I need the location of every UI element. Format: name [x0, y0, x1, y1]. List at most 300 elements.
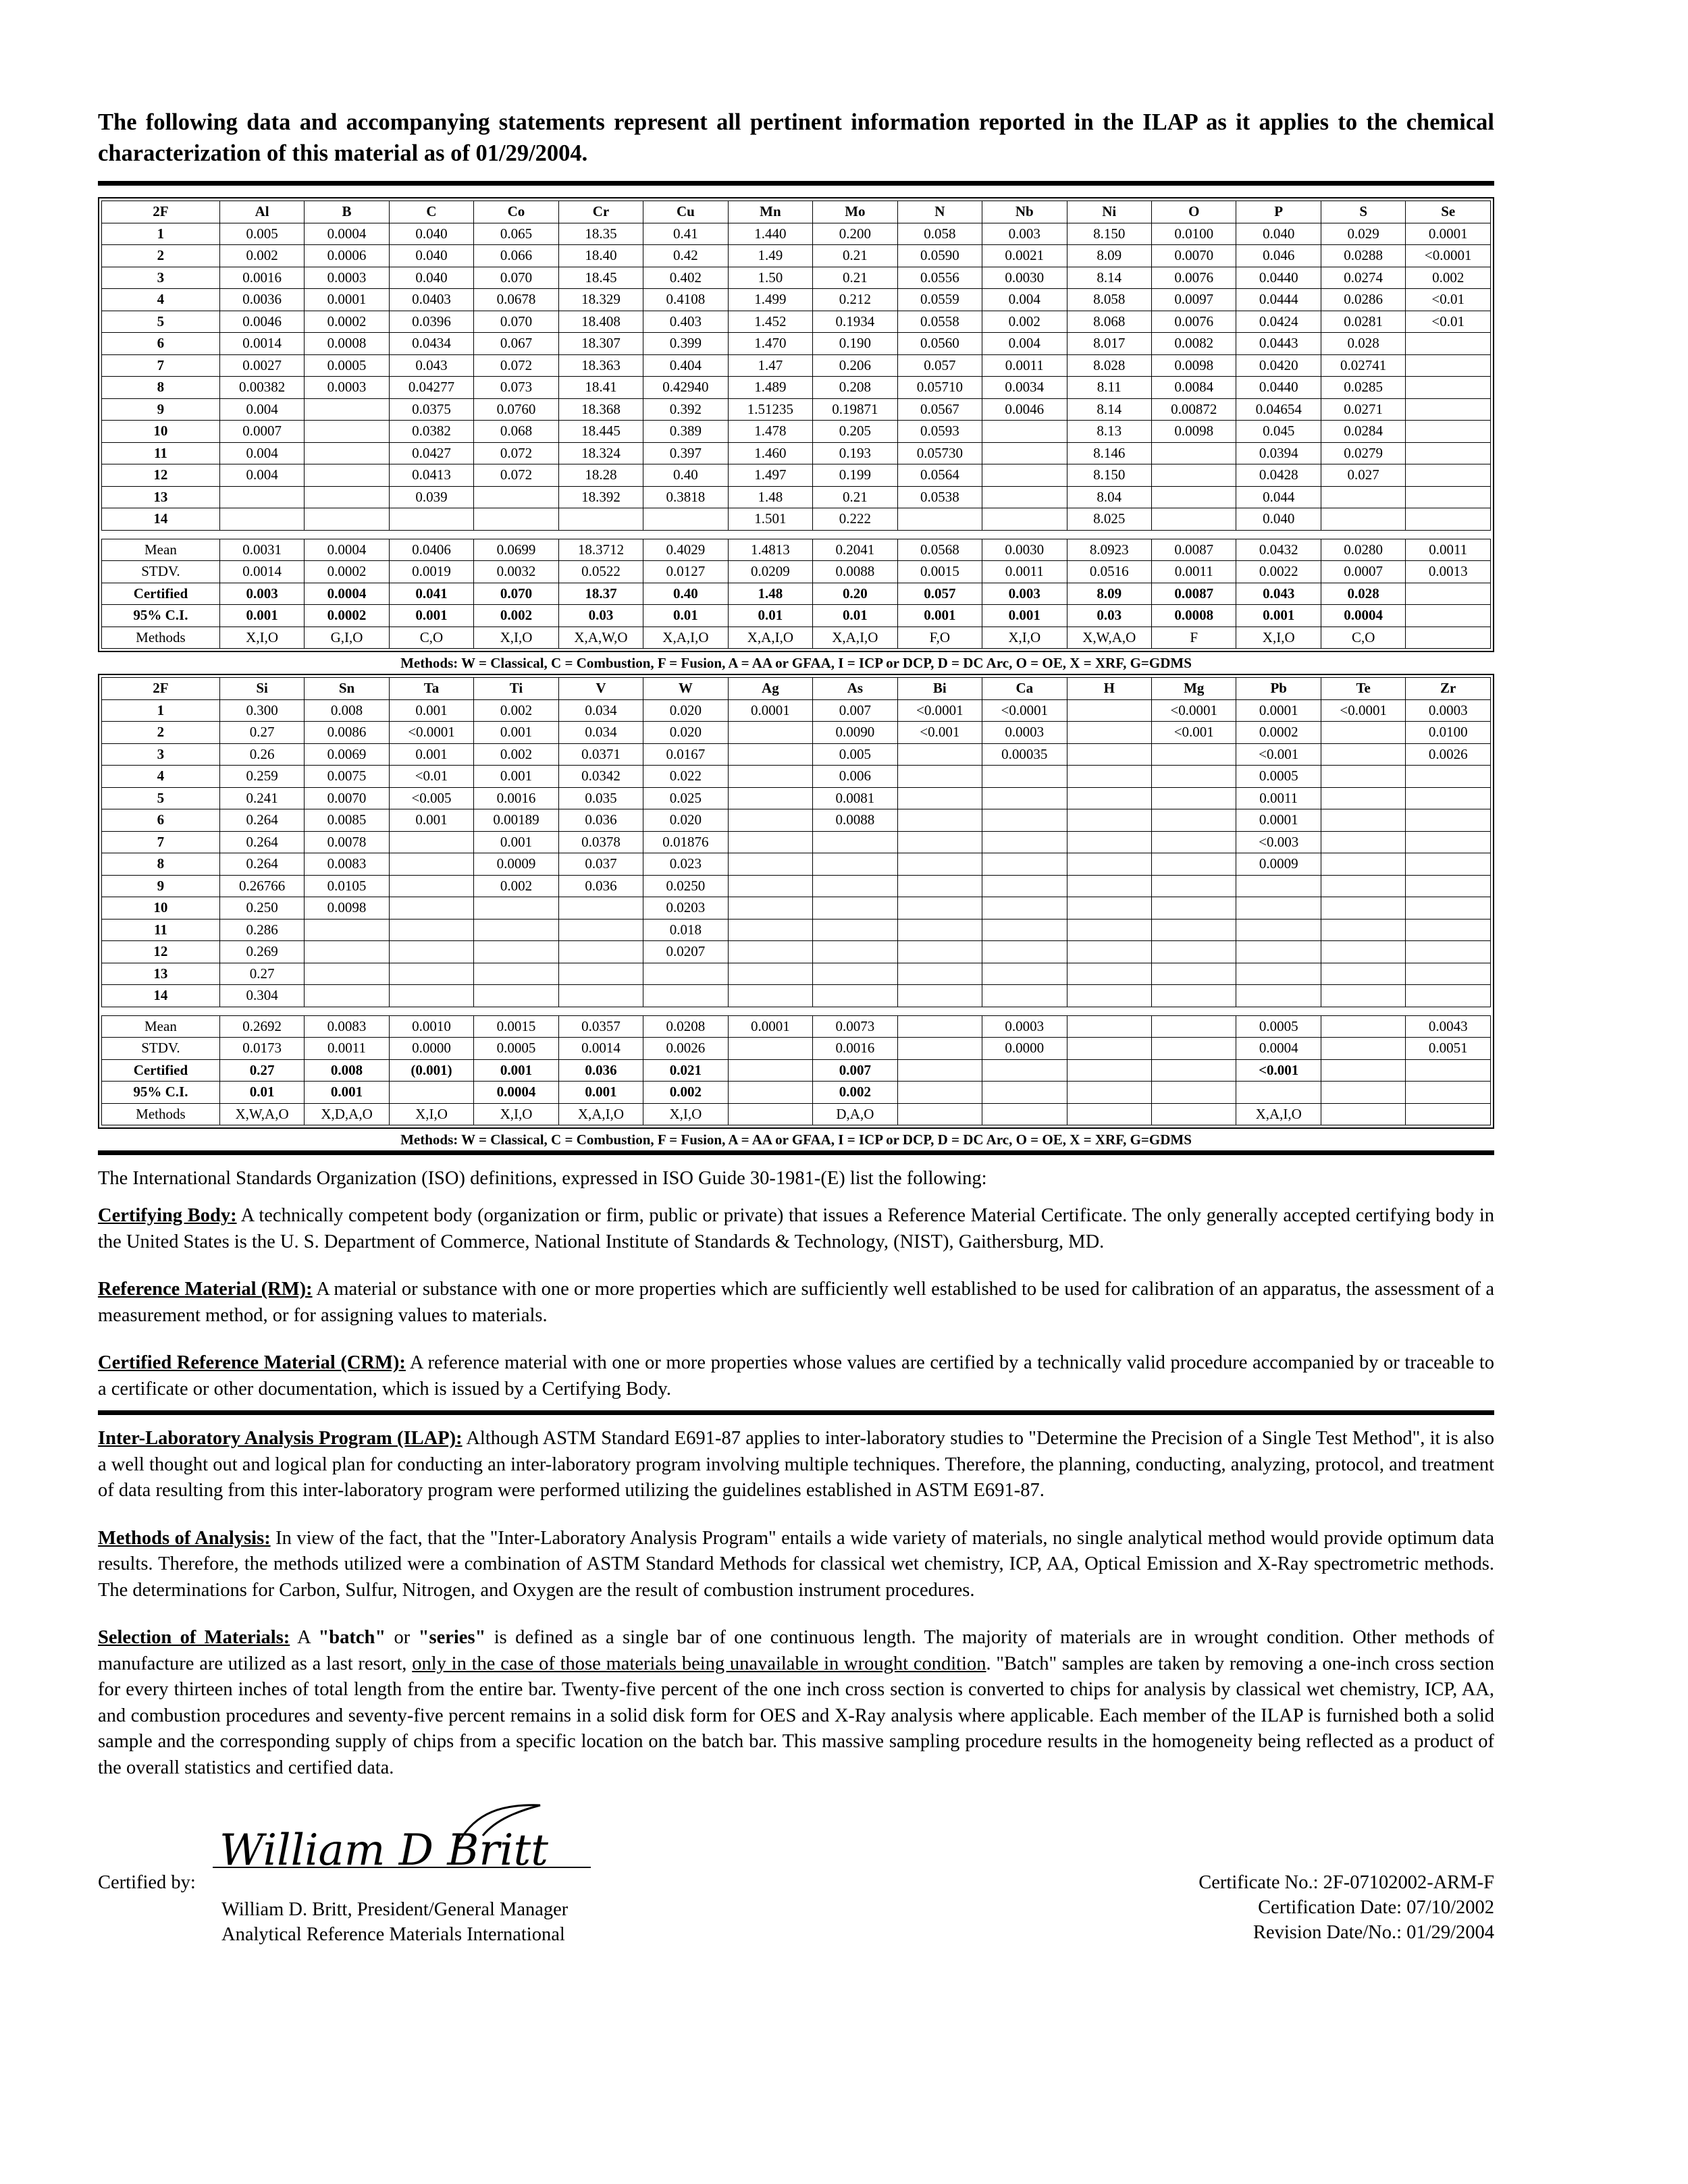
row-number: 3 — [102, 267, 220, 289]
row-number: 14 — [102, 508, 220, 531]
table-cell — [1406, 508, 1491, 531]
table-cell: 0.27 — [219, 722, 304, 744]
table-cell: 0.0004 — [305, 223, 389, 245]
table-cell: 0.0538 — [897, 486, 982, 508]
table-cell — [389, 853, 473, 876]
table-cell: 0.0567 — [897, 398, 982, 421]
stats-cell: X,I,O — [219, 627, 304, 649]
table-cell: 1.49 — [728, 245, 812, 267]
definition-text: A material or substance with one or more properties which are sufficiently well established to be used for calibration of an apparatus, the assessment of a measurement method, or for assigning values to materials. — [98, 1279, 1494, 1326]
stats-cell: 0.0013 — [1406, 561, 1491, 583]
stats-row — [102, 583, 1491, 605]
table-cell: 0.002 — [219, 245, 304, 267]
table-cell: 0.21 — [813, 245, 897, 267]
row-number: 6 — [102, 809, 220, 832]
table-cell — [558, 508, 643, 531]
table-cell — [1152, 919, 1236, 941]
table-cell: 0.005 — [813, 743, 897, 766]
table-cell: 0.208 — [813, 377, 897, 399]
definition-text: A reference material with one or more properties whose values are certified by a technically valid procedure accompanied by or traceable to a certificate or other documentation, which is issued by a Certifying Body. — [98, 1352, 1494, 1400]
table-cell: 0.05730 — [897, 442, 982, 464]
table-cell: 0.0046 — [982, 398, 1067, 421]
table-cell: 18.445 — [558, 421, 643, 443]
signature-script: William D Britt — [219, 1826, 548, 1873]
table-cell: 0.0016 — [474, 787, 558, 809]
table-cell: 8.017 — [1067, 333, 1151, 355]
stats-cell: 0.0011 — [1406, 539, 1491, 561]
table-cell: 1.440 — [728, 223, 812, 245]
stats-cell: X,W,A,O — [219, 1103, 304, 1125]
stats-cell: 0.03 — [1067, 605, 1151, 627]
table-cell — [1321, 853, 1405, 876]
table-cell: 0.0009 — [474, 853, 558, 876]
signatory-org: Analytical Reference Materials International — [221, 1924, 565, 1945]
table-cell — [389, 897, 473, 920]
table-cell: 0.058 — [897, 223, 982, 245]
stats-cell: 0.0002 — [305, 561, 389, 583]
definition-term: Reference Material (RM): — [98, 1279, 313, 1300]
table-cell — [305, 919, 389, 941]
stats-cell: 1.48 — [728, 583, 812, 605]
stats-label: Mean — [102, 1015, 220, 1038]
table-cell: 0.0427 — [389, 442, 473, 464]
row-number: 13 — [102, 486, 220, 508]
table-cell: 0.007 — [813, 699, 897, 722]
stats-row — [102, 1059, 1491, 1082]
stats-cell: 0.036 — [558, 1059, 643, 1082]
table-cell: 0.02741 — [1321, 354, 1405, 377]
table-cell — [1067, 722, 1151, 744]
stats-cell — [897, 1015, 982, 1038]
table-row — [102, 333, 1491, 355]
table-cell: 0.403 — [643, 311, 728, 333]
table-cell — [305, 464, 389, 487]
stats-cell — [1321, 1015, 1405, 1038]
table-cell: 0.0593 — [897, 421, 982, 443]
table-cell — [1067, 875, 1151, 897]
stats-cell — [1321, 1103, 1405, 1125]
stats-cell: 0.03 — [558, 605, 643, 627]
table-cell: 0.0016 — [219, 267, 304, 289]
row-number: 9 — [102, 875, 220, 897]
row-number: 6 — [102, 333, 220, 355]
table-cell: 0.0070 — [305, 787, 389, 809]
table-cell — [1152, 853, 1236, 876]
table-cell: 0.003 — [982, 223, 1067, 245]
table-cell — [1152, 985, 1236, 1007]
table-cell — [558, 963, 643, 985]
table-cell: 0.0285 — [1321, 377, 1405, 399]
stats-cell — [1067, 1038, 1151, 1060]
table-cell: 0.404 — [643, 354, 728, 377]
stats-row — [102, 1038, 1491, 1060]
table-cell: 0.241 — [219, 787, 304, 809]
table-cell — [982, 787, 1067, 809]
stats-cell — [728, 1082, 812, 1104]
stats-cell: (0.001) — [389, 1059, 473, 1082]
stats-label: STDV. — [102, 561, 220, 583]
table-cell — [813, 853, 897, 876]
table-cell — [305, 963, 389, 985]
table-cell — [982, 919, 1067, 941]
table-cell — [1406, 354, 1491, 377]
table-cell: 0.0378 — [558, 831, 643, 853]
stats-cell: 0.4029 — [643, 539, 728, 561]
table-cell: 0.0558 — [897, 311, 982, 333]
table-cell: 0.0076 — [1152, 311, 1236, 333]
table-cell: 0.01876 — [643, 831, 728, 853]
stats-row — [102, 627, 1491, 649]
table-cell: 0.002 — [474, 875, 558, 897]
column-header: Bi — [897, 678, 982, 700]
table-cell — [982, 421, 1067, 443]
table-cell — [1321, 787, 1405, 809]
row-number: 8 — [102, 853, 220, 876]
table-cell — [1406, 941, 1491, 963]
stats-cell — [1406, 1103, 1491, 1125]
table-cell — [1321, 809, 1405, 832]
table-cell — [897, 875, 982, 897]
stats-cell: 0.01 — [728, 605, 812, 627]
stats-cell — [1152, 1059, 1236, 1082]
table-cell: <0.001 — [1152, 722, 1236, 744]
table-cell — [1406, 897, 1491, 920]
table-cell: 0.0034 — [982, 377, 1067, 399]
table-cell: 0.26 — [219, 743, 304, 766]
table-cell: 1.452 — [728, 311, 812, 333]
stats-cell: 0.007 — [813, 1059, 897, 1082]
table-cell: 0.073 — [474, 377, 558, 399]
table-cell: 0.04654 — [1236, 398, 1321, 421]
table-cell: <0.005 — [389, 787, 473, 809]
table-row — [102, 267, 1491, 289]
table-cell: 0.067 — [474, 333, 558, 355]
stats-cell: C,O — [1321, 627, 1405, 649]
table-cell: 0.05710 — [897, 377, 982, 399]
table-cell: 0.27 — [219, 963, 304, 985]
stats-cell: 0.0008 — [1152, 605, 1236, 627]
table-cell — [1152, 743, 1236, 766]
table-row — [102, 809, 1491, 832]
table-cell — [813, 985, 897, 1007]
stats-label: Certified — [102, 1059, 220, 1082]
table-cell — [389, 963, 473, 985]
stats-cell: 0.01 — [813, 605, 897, 627]
stats-label: Certified — [102, 583, 220, 605]
table-cell — [1067, 809, 1151, 832]
table-cell: 0.389 — [643, 421, 728, 443]
table-cell: 0.0046 — [219, 311, 304, 333]
table-cell: 0.397 — [643, 442, 728, 464]
table-cell — [897, 809, 982, 832]
column-header: Se — [1406, 201, 1491, 223]
stats-cell: 0.003 — [982, 583, 1067, 605]
table-cell: 0.0021 — [982, 245, 1067, 267]
row-number: 3 — [102, 743, 220, 766]
table-cell — [1152, 464, 1236, 487]
column-header: Pb — [1236, 678, 1321, 700]
table-cell: 0.072 — [474, 354, 558, 377]
table-row — [102, 941, 1491, 963]
table-cell: 0.0564 — [897, 464, 982, 487]
table-cell: 0.0001 — [1406, 223, 1491, 245]
stats-row — [102, 1082, 1491, 1104]
table-cell: 0.0279 — [1321, 442, 1405, 464]
stats-cell: 0.0088 — [813, 561, 897, 583]
column-header: Mg — [1152, 678, 1236, 700]
stats-cell: 0.002 — [813, 1082, 897, 1104]
table-cell: 8.14 — [1067, 267, 1151, 289]
table-cell — [558, 919, 643, 941]
table-cell: 0.001 — [474, 722, 558, 744]
table-cell: 0.0271 — [1321, 398, 1405, 421]
stats-cell: 0.001 — [474, 1059, 558, 1082]
table-cell: 1.470 — [728, 333, 812, 355]
table-cell: 0.036 — [558, 875, 643, 897]
table-cell: 0.044 — [1236, 486, 1321, 508]
table-cell: <0.0001 — [1406, 245, 1491, 267]
column-header: B — [305, 201, 389, 223]
table-cell — [1321, 875, 1405, 897]
table-cell — [728, 743, 812, 766]
stats-cell: 0.0015 — [474, 1015, 558, 1038]
table-cell — [1067, 941, 1151, 963]
table-cell — [897, 941, 982, 963]
series-term: "series" — [418, 1627, 486, 1648]
table-cell: 0.0167 — [643, 743, 728, 766]
table-cell — [305, 486, 389, 508]
table-cell — [813, 963, 897, 985]
table-cell: 0.0070 — [1152, 245, 1236, 267]
table-cell: 18.307 — [558, 333, 643, 355]
stats-cell — [1406, 627, 1491, 649]
selection-paragraph — [98, 1625, 1494, 1781]
table-cell — [982, 853, 1067, 876]
table-cell: 1.48 — [728, 486, 812, 508]
stats-cell: 0.0127 — [643, 561, 728, 583]
table-cell: 0.004 — [982, 289, 1067, 311]
stats-cell: 0.003 — [219, 583, 304, 605]
table-cell — [1321, 766, 1405, 788]
table-cell — [389, 508, 473, 531]
table-row — [102, 766, 1491, 788]
stats-cell: 0.0568 — [897, 539, 982, 561]
column-header: Mn — [728, 201, 812, 223]
table-cell — [1406, 831, 1491, 853]
stats-cell: 8.09 — [1067, 583, 1151, 605]
table-cell: 0.045 — [1236, 421, 1321, 443]
table-cell: 0.205 — [813, 421, 897, 443]
table-cell — [1406, 809, 1491, 832]
stats-cell — [982, 1082, 1067, 1104]
signature-left — [98, 1799, 706, 1945]
table-cell: 0.0440 — [1236, 377, 1321, 399]
table-cell — [728, 963, 812, 985]
column-header: W — [643, 678, 728, 700]
table-cell: 0.057 — [897, 354, 982, 377]
table-cell — [219, 508, 304, 531]
stats-cell: 0.0022 — [1236, 561, 1321, 583]
table-cell: 18.329 — [558, 289, 643, 311]
stats-cell — [897, 1038, 982, 1060]
table-cell: 0.034 — [558, 699, 643, 722]
table-cell — [474, 508, 558, 531]
selection-term: Selection of Materials: — [98, 1627, 290, 1648]
table-cell: 0.0420 — [1236, 354, 1321, 377]
stats-cell: 18.3712 — [558, 539, 643, 561]
table-cell: 1.51235 — [728, 398, 812, 421]
corner-label: 2F — [102, 678, 220, 700]
column-header: P — [1236, 201, 1321, 223]
table-cell — [813, 875, 897, 897]
row-number: 11 — [102, 442, 220, 464]
table-cell: 0.005 — [219, 223, 304, 245]
table-cell — [728, 831, 812, 853]
table-cell: 0.0001 — [1236, 809, 1321, 832]
table-cell: <0.0001 — [389, 722, 473, 744]
table-cell: 0.00382 — [219, 377, 304, 399]
table-cell: <0.001 — [897, 722, 982, 744]
stats-cell: 0.001 — [897, 605, 982, 627]
stats-cell: 0.20 — [813, 583, 897, 605]
stats-cell: 0.001 — [558, 1082, 643, 1104]
table-cell: 0.004 — [219, 464, 304, 487]
table-cell — [728, 985, 812, 1007]
table-row — [102, 963, 1491, 985]
stats-cell: 8.0923 — [1067, 539, 1151, 561]
column-header: Te — [1321, 678, 1405, 700]
table-cell: 0.0003 — [982, 722, 1067, 744]
table-cell: 0.018 — [643, 919, 728, 941]
row-number: 7 — [102, 354, 220, 377]
stats-cell: G,I,O — [305, 627, 389, 649]
table-row — [102, 354, 1491, 377]
table-cell: 18.368 — [558, 398, 643, 421]
table-cell: 0.004 — [219, 398, 304, 421]
row-number: 7 — [102, 831, 220, 853]
table-cell: 0.0001 — [728, 699, 812, 722]
stats-cell: 0.0014 — [219, 561, 304, 583]
column-header: H — [1067, 678, 1151, 700]
row-number: 12 — [102, 941, 220, 963]
table-cell — [982, 875, 1067, 897]
table-cell: 0.0005 — [1236, 766, 1321, 788]
table-cell — [1321, 897, 1405, 920]
table-cell — [728, 941, 812, 963]
stats-cell: 0.008 — [305, 1059, 389, 1082]
stats-cell — [1406, 583, 1491, 605]
stats-cell: C,O — [389, 627, 473, 649]
table-cell: 0.002 — [1406, 267, 1491, 289]
table-cell: 0.0002 — [1236, 722, 1321, 744]
stats-cell: 0.0051 — [1406, 1038, 1491, 1060]
signatory-info — [221, 1897, 568, 1947]
stats-cell: 0.01 — [219, 1082, 304, 1104]
table-row — [102, 442, 1491, 464]
table-cell — [1406, 853, 1491, 876]
table-cell — [1406, 486, 1491, 508]
table-cell: 8.14 — [1067, 398, 1151, 421]
table-cell — [305, 508, 389, 531]
table-cell: 0.0443 — [1236, 333, 1321, 355]
selection-text: or — [386, 1627, 419, 1648]
column-header: Zr — [1406, 678, 1491, 700]
table-cell — [1321, 722, 1405, 744]
ilap-term: Inter-Laboratory Analysis Program (ILAP): — [98, 1428, 463, 1449]
table-cell: 0.212 — [813, 289, 897, 311]
table-cell: 0.020 — [643, 699, 728, 722]
stats-cell: 0.021 — [643, 1059, 728, 1082]
table-cell — [558, 941, 643, 963]
table-cell: 0.0403 — [389, 289, 473, 311]
table-cell — [982, 897, 1067, 920]
table-cell: 0.040 — [1236, 508, 1321, 531]
stats-cell: 0.001 — [305, 1082, 389, 1104]
table-cell: 0.0027 — [219, 354, 304, 377]
table-cell: <0.01 — [389, 766, 473, 788]
table-row — [102, 919, 1491, 941]
stats-cell: 0.0173 — [219, 1038, 304, 1060]
table-cell: 0.037 — [558, 853, 643, 876]
table-cell: 0.0207 — [643, 941, 728, 963]
stats-cell — [982, 1103, 1067, 1125]
stats-cell — [897, 1103, 982, 1125]
table-cell: 0.066 — [474, 245, 558, 267]
table-cell: 0.023 — [643, 853, 728, 876]
header-row — [102, 201, 1491, 223]
table-cell — [728, 809, 812, 832]
table-cell: 8.146 — [1067, 442, 1151, 464]
table-cell: 0.0286 — [1321, 289, 1405, 311]
stats-cell: 0.043 — [1236, 583, 1321, 605]
stats-cell — [1406, 1082, 1491, 1104]
stats-cell: X,A,I,O — [1236, 1103, 1321, 1125]
definitions-rule — [98, 1410, 1494, 1415]
table-cell — [643, 508, 728, 531]
stats-cell: X,I,O — [982, 627, 1067, 649]
table-cell: 0.040 — [1236, 223, 1321, 245]
table-cell: 1.497 — [728, 464, 812, 487]
stats-cell: 0.0209 — [728, 561, 812, 583]
table-cell: 0.0097 — [1152, 289, 1236, 311]
column-header: Si — [219, 678, 304, 700]
stats-cell: 0.0019 — [389, 561, 473, 583]
stats-cell: 0.0004 — [474, 1082, 558, 1104]
stats-cell — [1406, 1059, 1491, 1082]
table-row — [102, 722, 1491, 744]
table-cell — [305, 985, 389, 1007]
table-cell: 0.0413 — [389, 464, 473, 487]
table-cell — [1152, 809, 1236, 832]
table-cell — [813, 831, 897, 853]
table-cell: 8.058 — [1067, 289, 1151, 311]
table-cell — [389, 941, 473, 963]
table-cell: 8.150 — [1067, 223, 1151, 245]
table-cell: 0.264 — [219, 809, 304, 832]
table-cell — [474, 919, 558, 941]
table-cell — [1067, 897, 1151, 920]
stats-cell: 0.0032 — [474, 561, 558, 583]
column-header: Sn — [305, 678, 389, 700]
table-cell: 1.501 — [728, 508, 812, 531]
stats-cell: 0.0001 — [728, 1015, 812, 1038]
stats-cell: X,A,I,O — [728, 627, 812, 649]
table-cell — [982, 963, 1067, 985]
table-cell — [897, 508, 982, 531]
table-cell — [558, 897, 643, 920]
stats-cell: 0.057 — [897, 583, 982, 605]
table-row — [102, 464, 1491, 487]
